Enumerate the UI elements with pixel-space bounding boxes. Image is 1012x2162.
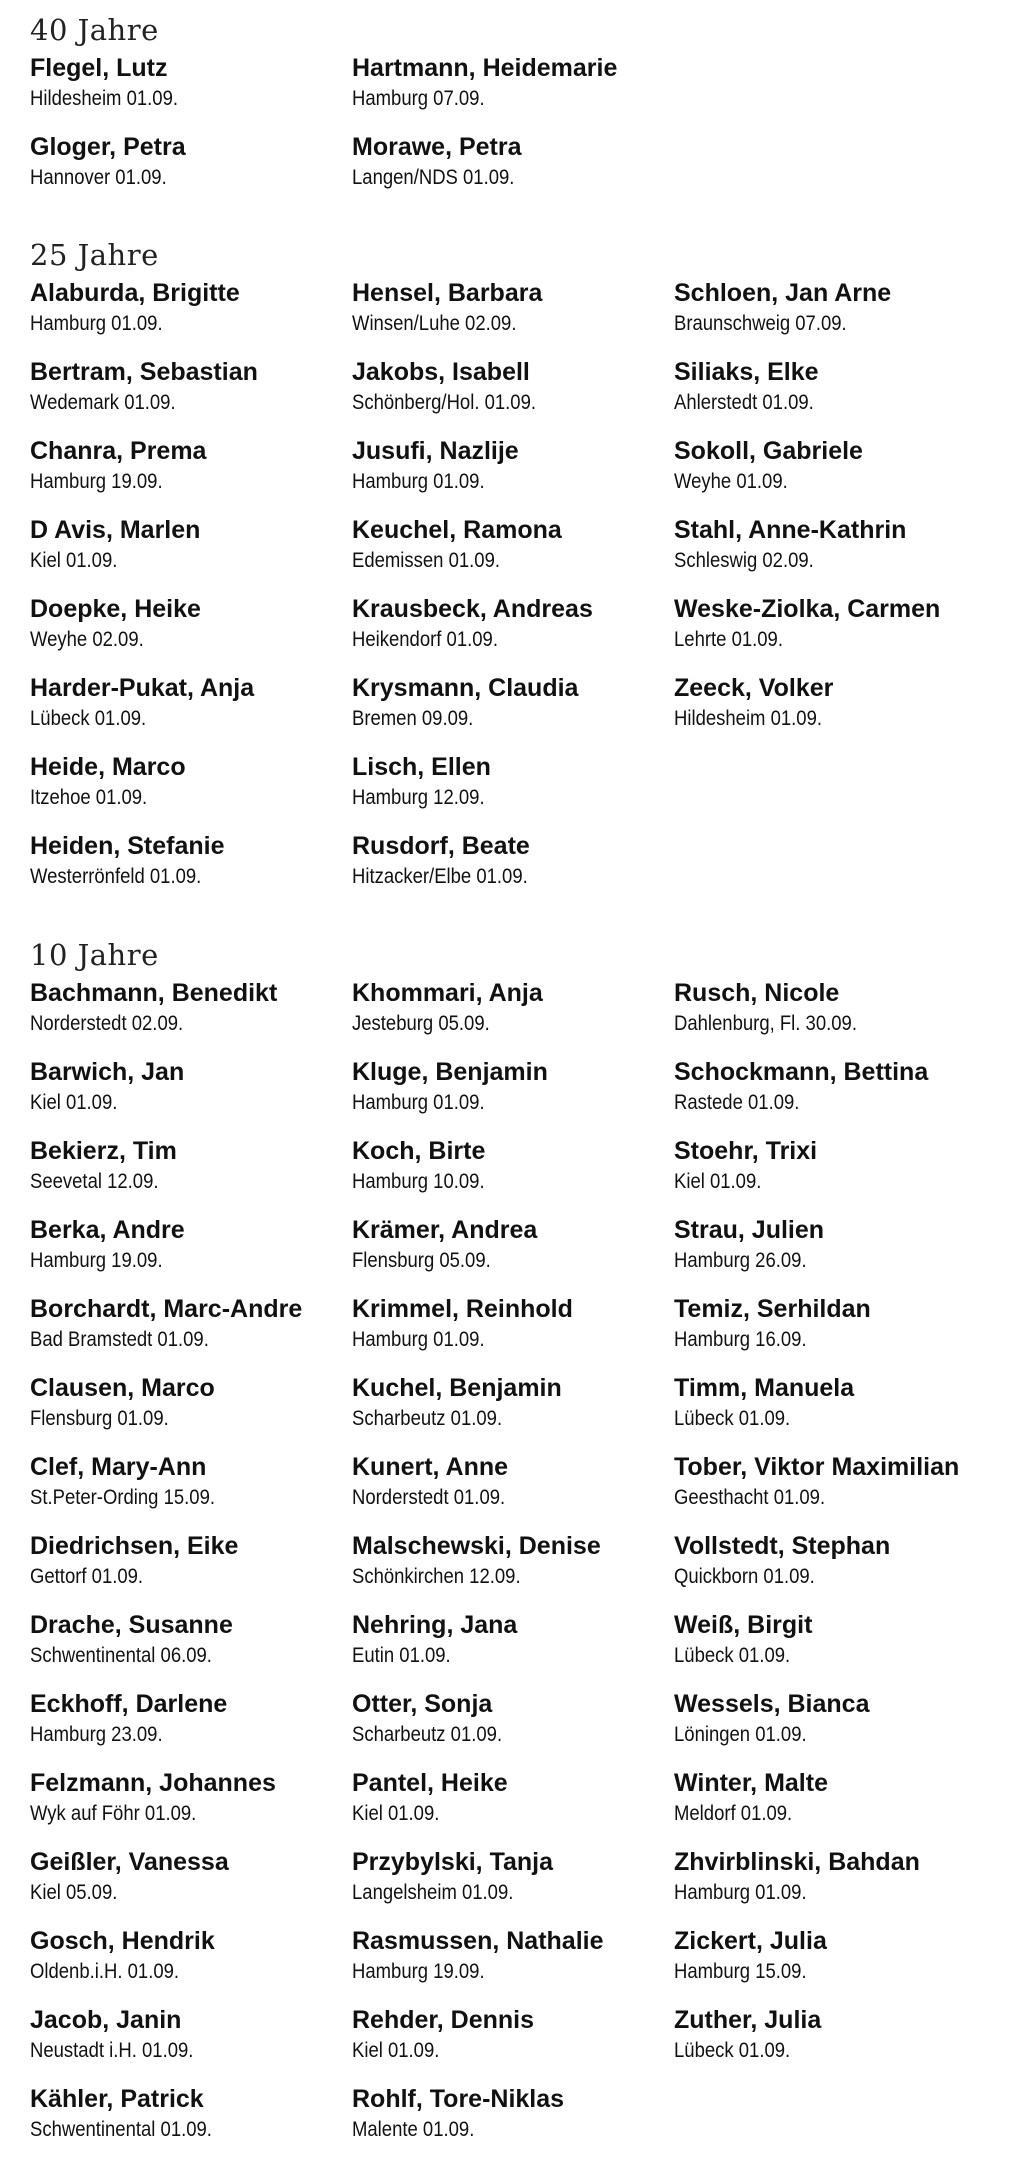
member-place-date: Bad Bramstedt 01.09.: [30, 1327, 209, 1351]
member-place-date: Schwentinental 01.09.: [30, 2117, 212, 2141]
member-place-date: Schönkirchen 12.09.: [352, 1564, 521, 1588]
member-entry: [30, 1530, 352, 1609]
member-entry: [30, 52, 352, 131]
member-place-date: Schwentinental 06.09.: [30, 1643, 212, 1667]
member-name: Eckhoff, Darlene: [30, 1690, 228, 1718]
member-entry: [352, 1767, 674, 1846]
member-entry: [352, 1372, 674, 1451]
member-name: Jakobs, Isabell: [352, 358, 530, 386]
member-place-date: Malente 01.09.: [352, 2117, 475, 2141]
member-entry: [674, 1609, 990, 1688]
member-name: Hartmann, Heidemarie: [352, 54, 618, 82]
member-entry: [352, 435, 674, 514]
member-place-date: Ahlerstedt 01.09.: [674, 390, 814, 414]
member-entry: [30, 1609, 352, 1688]
member-place-date: Meldorf 01.09.: [674, 1801, 793, 1825]
member-name: D Avis, Marlen: [30, 516, 201, 544]
member-entry: [352, 1056, 674, 1135]
member-place-date: Hamburg 01.09.: [352, 1327, 485, 1351]
member-name: Rusdorf, Beate: [352, 832, 530, 860]
member-name: Stoehr, Trixi: [674, 1137, 818, 1165]
member-name: Sokoll, Gabriele: [674, 437, 863, 465]
member-entry: [30, 830, 352, 909]
member-place-date: Rastede 01.09.: [674, 1090, 800, 1114]
member-place-date: Lehrte 01.09.: [674, 627, 783, 651]
member-entry: [30, 1372, 352, 1451]
member-place-date: Oldenb.i.H. 01.09.: [30, 1959, 180, 1983]
member-place-date: Hamburg 01.09.: [352, 1090, 485, 1114]
member-place-date: Hamburg 19.09.: [352, 1959, 485, 1983]
member-entry: [674, 1135, 990, 1214]
member-name: Nehring, Jana: [352, 1611, 518, 1639]
member-place-date: Lübeck 01.09.: [674, 1643, 791, 1667]
member-place-date: Hamburg 12.09.: [352, 785, 485, 809]
member-place-date: Lübeck 01.09.: [30, 706, 147, 730]
member-place-date: Itzehoe 01.09.: [30, 785, 148, 809]
member-entry: [352, 1846, 674, 1925]
section-heading: 25 Jahre: [30, 238, 159, 272]
member-entry: [352, 1451, 674, 1530]
member-entry: [352, 1925, 674, 2004]
member-entry: [30, 593, 352, 672]
member-place-date: Heikendorf 01.09.: [352, 627, 498, 651]
member-place-date: Wyk auf Föhr 01.09.: [30, 1801, 197, 1825]
member-name: Weiß, Birgit: [674, 1611, 813, 1639]
member-name: Rasmussen, Nathalie: [352, 1927, 604, 1955]
member-entry: [30, 1925, 352, 2004]
member-name: Krausbeck, Andreas: [352, 595, 593, 623]
member-place-date: Hamburg 19.09.: [30, 1248, 163, 1272]
member-name: Keuchel, Ramona: [352, 516, 562, 544]
member-name: Malschewski, Denise: [352, 1532, 601, 1560]
member-place-date: Hildesheim 01.09.: [674, 706, 823, 730]
member-place-date: Weyhe 01.09.: [674, 469, 788, 493]
member-name: Heide, Marco: [30, 753, 186, 781]
member-name: Krämer, Andrea: [352, 1216, 538, 1244]
member-name: Harder-Pukat, Anja: [30, 674, 255, 702]
member-place-date: Hamburg 10.09.: [352, 1169, 485, 1193]
member-entry: [352, 751, 674, 830]
member-entry: [674, 2004, 990, 2083]
member-entry: [674, 1451, 990, 1530]
member-place-date: Kiel 01.09.: [352, 1801, 440, 1825]
member-name: Diedrichsen, Eike: [30, 1532, 239, 1560]
member-name: Schloen, Jan Arne: [674, 279, 892, 307]
member-place-date: Schleswig 02.09.: [674, 548, 814, 572]
member-place-date: Kiel 01.09.: [352, 2038, 440, 2062]
member-name: Timm, Manuela: [674, 1374, 855, 1402]
member-name: Barwich, Jan: [30, 1058, 185, 1086]
member-entry: [674, 593, 990, 672]
member-entry: [30, 356, 352, 435]
member-place-date: Hamburg 15.09.: [674, 1959, 807, 1983]
section-heading: 10 Jahre: [30, 938, 159, 972]
member-entry: [674, 1056, 990, 1135]
member-place-date: Hitzacker/Elbe 01.09.: [352, 864, 528, 888]
member-entry: [352, 1609, 674, 1688]
member-place-date: Langelsheim 01.09.: [352, 1880, 514, 1904]
member-place-date: Lübeck 01.09.: [674, 2038, 791, 2062]
member-entry: [30, 2004, 352, 2083]
member-name: Zeeck, Volker: [674, 674, 834, 702]
member-entry: [674, 1293, 990, 1372]
member-place-date: Edemissen 01.09.: [352, 548, 501, 572]
member-place-date: St.Peter-Ording 15.09.: [30, 1485, 216, 1509]
member-entry: [674, 1530, 990, 1609]
member-name: Zuther, Julia: [674, 2006, 822, 2034]
member-entry: [674, 672, 990, 751]
member-name: Morawe, Petra: [352, 133, 522, 161]
member-entry: [352, 52, 674, 131]
member-name: Bachmann, Benedikt: [30, 979, 278, 1007]
member-entry: [674, 1846, 990, 1925]
member-entry: [674, 514, 990, 593]
member-entry: [352, 1214, 674, 1293]
member-place-date: Norderstedt 01.09.: [352, 1485, 506, 1509]
member-entry: [30, 751, 352, 830]
member-name: Flegel, Lutz: [30, 54, 168, 82]
member-place-date: Scharbeutz 01.09.: [352, 1406, 503, 1430]
member-place-date: Neustadt i.H. 01.09.: [30, 2038, 194, 2062]
member-place-date: Schönberg/Hol. 01.09.: [352, 390, 536, 414]
member-place-date: Bremen 09.09.: [352, 706, 474, 730]
member-entry: [352, 1688, 674, 1767]
member-entry: [352, 1135, 674, 1214]
member-entry: [30, 672, 352, 751]
member-entry: [352, 672, 674, 751]
member-entry: [30, 1293, 352, 1372]
member-name: Gosch, Hendrik: [30, 1927, 215, 1955]
member-entry: [30, 1451, 352, 1530]
member-place-date: Hamburg 01.09.: [352, 469, 485, 493]
member-entry: [674, 977, 990, 1056]
member-place-date: Hamburg 07.09.: [352, 86, 485, 110]
member-entry: [30, 1688, 352, 1767]
member-name: Zhvirblinski, Bahdan: [674, 1848, 920, 1876]
member-place-date: Geesthacht 01.09.: [674, 1485, 826, 1509]
member-name: Gloger, Petra: [30, 133, 186, 161]
member-name: Bekierz, Tim: [30, 1137, 177, 1165]
member-name: Strau, Julien: [674, 1216, 825, 1244]
section-heading: 40 Jahre: [30, 13, 159, 47]
member-name: Kuchel, Benjamin: [352, 1374, 562, 1402]
member-name: Siliaks, Elke: [674, 358, 819, 386]
member-name: Zickert, Julia: [674, 1927, 827, 1955]
member-entry: [674, 1925, 990, 2004]
member-name: Geißler, Vanessa: [30, 1848, 229, 1876]
member-entry: [352, 830, 674, 909]
member-entry: [674, 1372, 990, 1451]
member-entry: [30, 1846, 352, 1925]
member-name: Rohlf, Tore-Niklas: [352, 2085, 565, 2113]
member-entry: [352, 1293, 674, 1372]
member-name: Kähler, Patrick: [30, 2085, 204, 2113]
member-entry: [674, 1767, 990, 1846]
member-name: Heiden, Stefanie: [30, 832, 225, 860]
member-name: Doepke, Heike: [30, 595, 201, 623]
member-name: Jusufi, Nazlije: [352, 437, 519, 465]
member-entry: [30, 514, 352, 593]
member-entry: [352, 356, 674, 435]
member-place-date: Hannover 01.09.: [30, 165, 167, 189]
member-name: Rusch, Nicole: [674, 979, 840, 1007]
section-10-jahre: [30, 933, 990, 2162]
member-place-date: Kiel 01.09.: [674, 1169, 762, 1193]
member-place-date: Hamburg 23.09.: [30, 1722, 163, 1746]
member-entry: [352, 131, 674, 210]
member-name: Wessels, Bianca: [674, 1690, 870, 1718]
member-entry: [30, 131, 352, 210]
member-place-date: Hamburg 16.09.: [674, 1327, 807, 1351]
member-name: Borchardt, Marc-Andre: [30, 1295, 303, 1323]
member-place-date: Jesteburg 05.09.: [352, 1011, 490, 1035]
member-entry: [30, 1214, 352, 1293]
member-place-date: Hildesheim 01.09.: [30, 86, 179, 110]
member-entry: [30, 277, 352, 356]
member-entry: [674, 1688, 990, 1767]
member-name: Berka, Andre: [30, 1216, 185, 1244]
member-place-date: Wedemark 01.09.: [30, 390, 176, 414]
section-40-jahre: [30, 8, 990, 210]
member-name: Krimmel, Reinhold: [352, 1295, 573, 1323]
member-place-date: Kiel 05.09.: [30, 1880, 118, 1904]
member-place-date: Hamburg 26.09.: [674, 1248, 807, 1272]
member-name: Lisch, Ellen: [352, 753, 491, 781]
member-place-date: Scharbeutz 01.09.: [352, 1722, 503, 1746]
anniversary-list: [30, 0, 990, 2162]
member-entry: [352, 277, 674, 356]
entry-grid: [30, 277, 990, 909]
member-name: Vollstedt, Stephan: [674, 1532, 891, 1560]
member-place-date: Winsen/Luhe 02.09.: [352, 311, 517, 335]
member-name: Winter, Malte: [674, 1769, 828, 1797]
member-entry: [352, 1530, 674, 1609]
entry-grid: [30, 52, 990, 210]
member-name: Weske-Ziolka, Carmen: [674, 595, 941, 623]
member-entry: [30, 435, 352, 514]
member-entry: [352, 2004, 674, 2083]
member-name: Tober, Viktor Maximilian: [674, 1453, 960, 1481]
member-entry: [352, 514, 674, 593]
member-name: Bertram, Sebastian: [30, 358, 258, 386]
member-place-date: Kiel 01.09.: [30, 548, 118, 572]
member-name: Rehder, Dennis: [352, 2006, 534, 2034]
member-entry: [30, 1135, 352, 1214]
member-place-date: Braunschweig 07.09.: [674, 311, 847, 335]
member-name: Stahl, Anne-Kathrin: [674, 516, 907, 544]
member-name: Kunert, Anne: [352, 1453, 509, 1481]
section-25-jahre: [30, 233, 990, 909]
member-name: Felzmann, Johannes: [30, 1769, 276, 1797]
member-place-date: Kiel 01.09.: [30, 1090, 118, 1114]
member-place-date: Weyhe 02.09.: [30, 627, 144, 651]
member-place-date: Gettorf 01.09.: [30, 1564, 144, 1588]
member-name: Khommari, Anja: [352, 979, 543, 1007]
member-place-date: Quickborn 01.09.: [674, 1564, 815, 1588]
member-entry: [30, 2083, 352, 2162]
member-place-date: Flensburg 01.09.: [30, 1406, 169, 1430]
member-entry: [674, 356, 990, 435]
member-place-date: Eutin 01.09.: [352, 1643, 451, 1667]
member-entry: [674, 435, 990, 514]
member-place-date: Hamburg 01.09.: [674, 1880, 807, 1904]
member-place-date: Lübeck 01.09.: [674, 1406, 791, 1430]
member-entry: [30, 977, 352, 1056]
member-entry: [352, 2083, 674, 2162]
member-name: Clef, Mary-Ann: [30, 1453, 207, 1481]
member-entry: [674, 277, 990, 356]
member-place-date: Löningen 01.09.: [674, 1722, 807, 1746]
member-name: Pantel, Heike: [352, 1769, 508, 1797]
member-entry: [352, 593, 674, 672]
member-name: Chanra, Prema: [30, 437, 207, 465]
member-place-date: Flensburg 05.09.: [352, 1248, 491, 1272]
member-place-date: Westerrönfeld 01.09.: [30, 864, 202, 888]
member-name: Jacob, Janin: [30, 2006, 182, 2034]
member-place-date: Langen/NDS 01.09.: [352, 165, 515, 189]
member-place-date: Dahlenburg, Fl. 30.09.: [674, 1011, 857, 1035]
member-name: Krysmann, Claudia: [352, 674, 579, 702]
member-entry: [30, 1056, 352, 1135]
member-place-date: Norderstedt 02.09.: [30, 1011, 184, 1035]
member-name: Schockmann, Bettina: [674, 1058, 929, 1086]
member-place-date: Hamburg 01.09.: [30, 311, 163, 335]
member-entry: [352, 977, 674, 1056]
member-entry: [674, 1214, 990, 1293]
member-name: Temiz, Serhildan: [674, 1295, 871, 1323]
member-name: Drache, Susanne: [30, 1611, 233, 1639]
member-name: Przybylski, Tanja: [352, 1848, 554, 1876]
member-name: Alaburda, Brigitte: [30, 279, 240, 307]
member-place-date: Seevetal 12.09.: [30, 1169, 159, 1193]
entry-grid: [30, 977, 990, 2162]
member-name: Hensel, Barbara: [352, 279, 543, 307]
member-entry: [30, 1767, 352, 1846]
member-name: Kluge, Benjamin: [352, 1058, 548, 1086]
member-name: Otter, Sonja: [352, 1690, 493, 1718]
member-place-date: Hamburg 19.09.: [30, 469, 163, 493]
member-name: Koch, Birte: [352, 1137, 486, 1165]
member-name: Clausen, Marco: [30, 1374, 215, 1402]
